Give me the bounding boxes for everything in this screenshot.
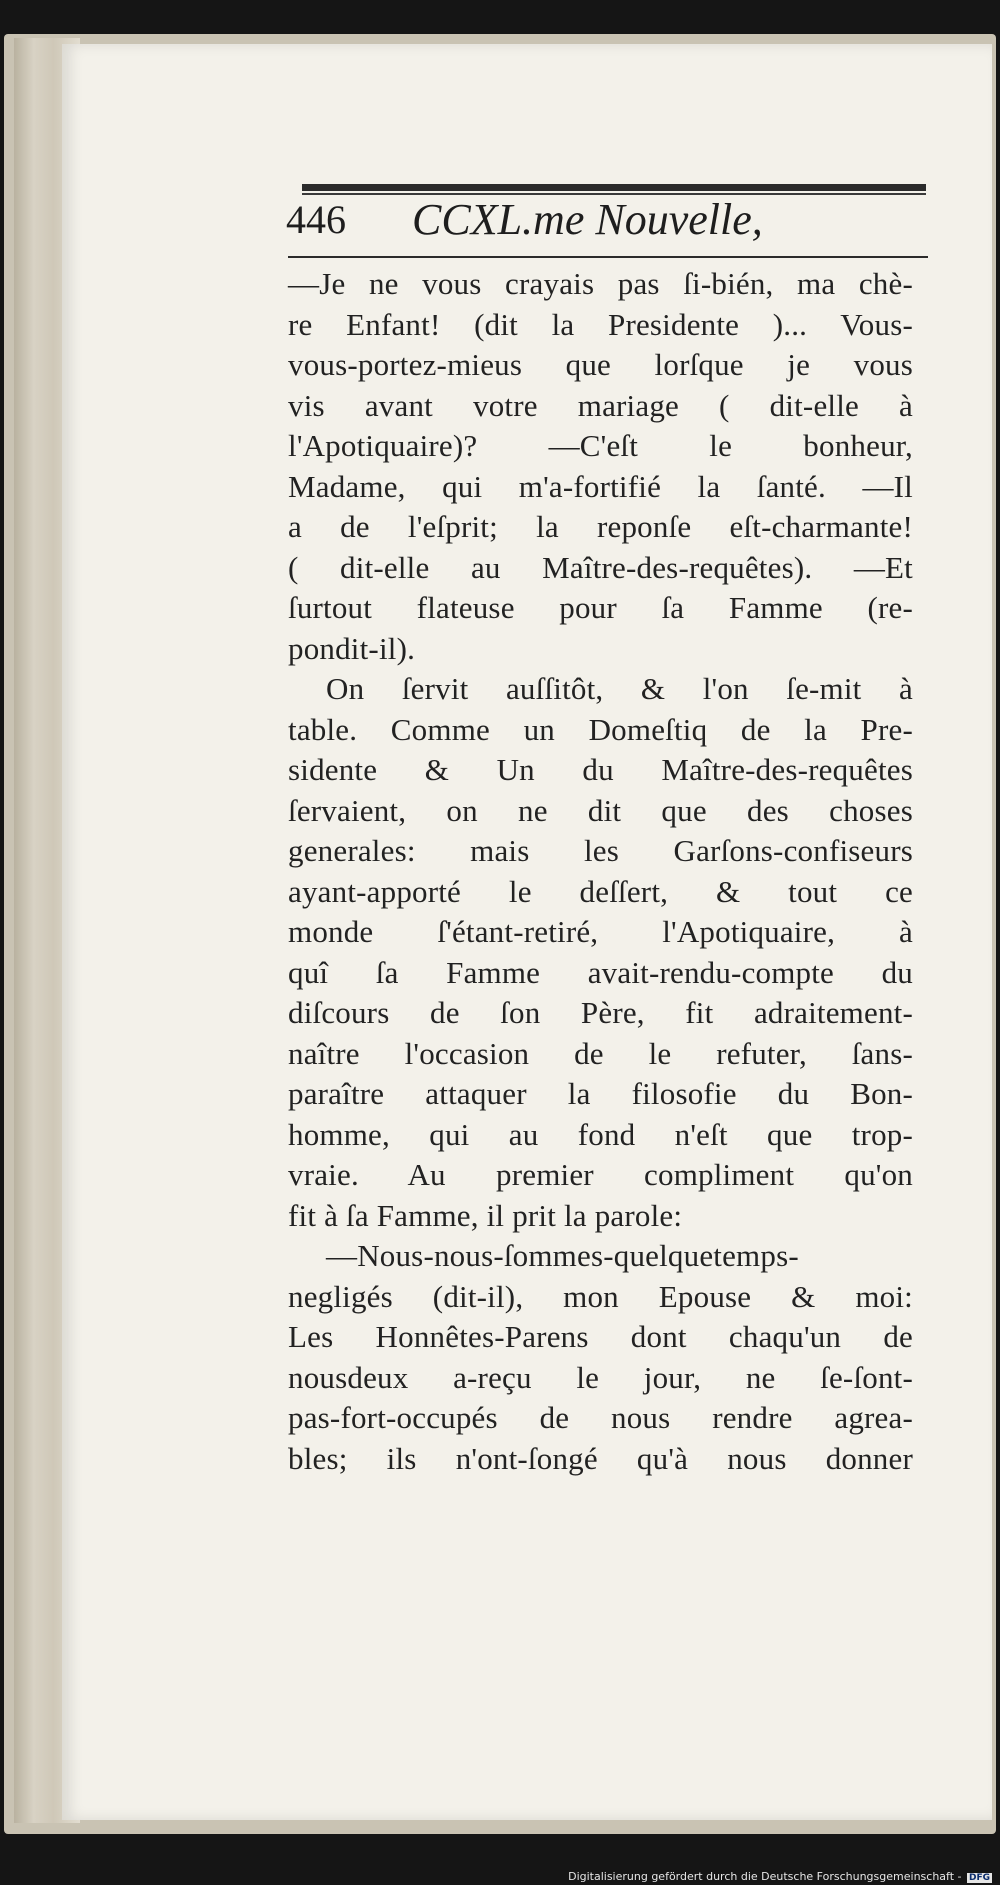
text-line: Madame, qui m'a-fortifié la ſanté. —Il: [288, 468, 913, 504]
text-line: l'Apotiquaire)? —C'eſt le bonheur,: [288, 428, 913, 463]
page-number: 446: [286, 197, 346, 242]
header-rule-thick: [302, 184, 926, 191]
text-line: sidente & Un du Maître-des-requêtes: [288, 752, 913, 787]
text-line: ſervaient, on ne dit que des choses: [288, 792, 913, 828]
text-line: vis avant votre mariage ( dit-elle à: [288, 387, 913, 423]
text-line: table. Comme un Domeſtiq de la Pre-: [288, 711, 913, 747]
text-line: ( dit-elle au Maître-des-requêtes). —Et: [288, 549, 913, 585]
text-line: nousdeux a-reçu le jour, ne ſe-ſont-: [288, 1359, 913, 1395]
digitization-credit: [568, 1870, 992, 1883]
text-line: vous-portez-mieus que lorſque je vous: [288, 347, 913, 382]
text-line: ayant-apporté le deſſert, & tout ce: [288, 873, 913, 909]
text-line: negligés (dit-il), mon Epouse & moi:: [288, 1278, 913, 1314]
text-line: vraie. Au premier compliment qu'on: [288, 1157, 913, 1192]
text-line: a de l'eſprit; la reponſe eſt-charmante!: [288, 509, 913, 544]
text-line: homme, qui au fond n'eſt que trop-: [288, 1116, 913, 1152]
text-line: re Enfant! (dit la Presidente )... Vous-: [288, 306, 913, 342]
running-title: CCXL.me Nouvelle,: [412, 195, 763, 244]
text-line: diſcours de ſon Père, fit adraitement-: [288, 995, 913, 1030]
text-line: quî ſa Famme avait-rendu-compte du: [288, 954, 913, 990]
text-line: bles; ils n'ont-ſongé qu'à nous donner: [288, 1440, 913, 1476]
text-line: —Je ne vous crayais pas ſi-bién, ma chè-: [288, 266, 913, 301]
text-line: ſurtout flateuse pour ſa Famme (re-: [288, 590, 913, 625]
page-body-text: [288, 264, 913, 1479]
credit-text: Digitalisierung gefördert durch die Deutsche Forschungsgemeinschaft -: [568, 1870, 962, 1883]
paragraph-start-line: On ſervit auſſitôt, & l'on ſe-mit à: [326, 671, 913, 706]
paragraph-start-line: —Nous-nous-ſommes-quelquetemps-: [326, 1238, 799, 1273]
dfg-logo: DFG: [968, 1873, 990, 1883]
text-line: fit à ſa Famme, il prit la parole:: [288, 1197, 683, 1233]
text-line: naître l'occasion de le refuter, ſans-: [288, 1035, 913, 1071]
header-rule-bottom: [288, 256, 928, 258]
text-line: generales: mais les Garſons-confiseurs: [288, 833, 913, 868]
text-line: Les Honnêtes-Parens dont chaqu'un de: [288, 1319, 913, 1354]
text-line: pas-fort-occupés de nous rendre agrea-: [288, 1400, 913, 1435]
text-line: pondit-il).: [288, 630, 416, 666]
text-line: monde ſ'étant-retiré, l'Apotiquaire, à: [288, 914, 913, 949]
text-line: paraître attaquer la filosofie du Bon-: [288, 1076, 913, 1111]
